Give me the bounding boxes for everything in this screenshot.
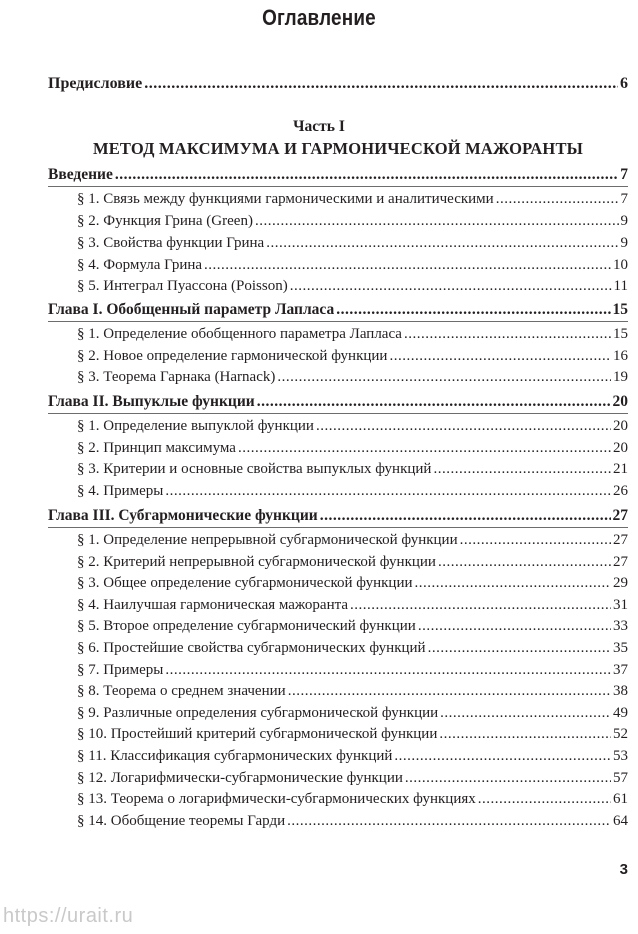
toc-subentry[interactable] — [77, 189, 628, 209]
leader-dots — [336, 300, 610, 320]
toc-subentry[interactable] — [77, 459, 628, 479]
toc-entry-page: 29 — [613, 575, 628, 591]
toc-entry-label: § 9. Различные определения субгармонической функции — [77, 705, 439, 721]
toc-entry-page: 21 — [613, 461, 628, 477]
toc-entry-chapter-1[interactable] — [48, 300, 628, 320]
toc-entry-label: § 5. Второе определение субгармоничеcкий функции — [77, 618, 416, 634]
toc-subentry[interactable] — [77, 346, 628, 366]
toc-entry-page: 49 — [613, 705, 628, 721]
leader-dots — [428, 638, 611, 658]
toc-entry-label: § 2. Функция Грина (Green) — [77, 213, 253, 229]
toc-entry-label: § 2. Критерий непрерывной субгармонической функции — [77, 554, 436, 570]
toc-entry-page: 15 — [612, 301, 628, 318]
leader-dots — [288, 681, 611, 701]
toc-subentry[interactable] — [77, 255, 628, 275]
divider — [48, 527, 628, 528]
part-label: Часть I — [293, 118, 345, 135]
toc-entry-page: 38 — [613, 683, 628, 699]
leader-dots — [439, 724, 611, 744]
leader-dots — [277, 367, 611, 387]
leader-dots — [418, 616, 611, 636]
leader-dots — [266, 233, 618, 253]
toc-entry-label: § 14. Обобщение теоремы Гарди — [77, 813, 286, 829]
toc-entry-label: § 4. Примеры — [77, 483, 164, 499]
toc-entry-label: Введение — [48, 166, 113, 183]
toc-entry-page: 20 — [613, 440, 628, 456]
toc-entry-label: § 4. Наилучшая гармоническая мажоранта — [77, 597, 349, 613]
toc-entry-page: 27 — [612, 507, 628, 524]
toc-entry-label: § 1. Определение выпуклой функции — [77, 418, 314, 434]
toc-entry-page: 7 — [620, 191, 628, 207]
toc-subentry[interactable] — [77, 233, 628, 253]
toc-subentry[interactable] — [77, 746, 628, 766]
toc-entry-page: 61 — [613, 791, 628, 807]
toc-entry-label: Глава II. Выпуклые функции — [48, 393, 255, 410]
leader-dots — [440, 703, 611, 723]
toc-entry-label: § 2. Принцип максимума — [77, 440, 236, 456]
toc-entry-page: 27 — [613, 532, 628, 548]
toc-entry-page: 33 — [613, 618, 628, 634]
toc-subentry[interactable] — [77, 481, 628, 501]
toc-entry-page: 15 — [613, 326, 628, 342]
toc-entry-label: § 4. Формула Грина — [77, 257, 203, 273]
leader-dots — [290, 276, 612, 296]
leader-dots — [389, 346, 611, 366]
toc-entry-page: 20 — [613, 418, 628, 434]
leader-dots — [320, 506, 611, 526]
toc-entry-preface[interactable] — [48, 74, 628, 94]
leader-dots — [257, 392, 611, 412]
divider — [48, 186, 628, 187]
toc-entry-page: 27 — [613, 554, 628, 570]
toc-subentry[interactable] — [77, 660, 628, 680]
page-number: 3 — [619, 861, 628, 878]
toc-subentry[interactable] — [77, 703, 628, 723]
leader-dots — [115, 165, 618, 185]
leader-dots — [165, 481, 611, 501]
toc-subentry[interactable] — [77, 811, 628, 831]
toc-entry-label: § 8. Теорема о среднем значении — [77, 683, 286, 699]
toc-entry-page: 10 — [613, 257, 628, 273]
toc-entry-label: § 6. Простейшие свойства субгармонических функций — [77, 640, 426, 656]
toc-subentry[interactable] — [77, 789, 628, 809]
toc-subentry[interactable] — [77, 681, 628, 701]
toc-entry-label: Глава I. Обобщенный параметр Лапласа — [48, 301, 335, 318]
toc-subentry[interactable] — [77, 416, 628, 436]
toc-entry-page: 6 — [620, 75, 628, 92]
leader-dots — [433, 459, 611, 479]
toc-entry-page: 16 — [613, 348, 628, 364]
toc-entry-label: § 2. Новое определение гармонической функции — [77, 348, 388, 364]
toc-entry-page: 20 — [612, 393, 628, 410]
toc-subentry[interactable] — [77, 367, 628, 387]
leader-dots — [405, 768, 611, 788]
toc-subentry[interactable] — [77, 276, 628, 296]
toc-entry-page: 35 — [613, 640, 628, 656]
leader-dots — [415, 573, 611, 593]
toc-subentry[interactable] — [77, 552, 628, 572]
toc-entry-label: § 1. Определение непрерывной субгармонической функции — [77, 532, 458, 548]
toc-entry-label: § 3. Свойства функции Грина — [77, 235, 265, 251]
toc-entry-page: 11 — [613, 278, 628, 294]
leader-dots — [165, 660, 611, 680]
leader-dots — [394, 746, 611, 766]
toc-entry-page: 53 — [613, 748, 628, 764]
toc-entry-label: § 3. Общее определение субгармонической функции — [77, 575, 413, 591]
toc-subentry[interactable] — [77, 595, 628, 615]
toc-entry-chapter-2[interactable] — [48, 392, 628, 412]
toc-subentry[interactable] — [77, 438, 628, 458]
leader-dots — [238, 438, 611, 458]
leader-dots — [350, 595, 611, 615]
toc-subentry[interactable] — [77, 768, 628, 788]
toc-entry-label: § 5. Интеграл Пуассона (Poisson) — [77, 278, 288, 294]
leader-dots — [204, 255, 611, 275]
leader-dots — [404, 324, 611, 344]
toc-entry-page: 19 — [613, 369, 628, 385]
toc-entry-page: 26 — [613, 483, 628, 499]
toc-subentry[interactable] — [77, 324, 628, 344]
toc-subentry[interactable] — [77, 616, 628, 636]
leader-dots — [478, 789, 611, 809]
leader-dots — [438, 552, 611, 572]
divider — [48, 321, 628, 322]
toc-subentry[interactable] — [77, 638, 628, 658]
leader-dots — [496, 189, 619, 209]
toc-entry-label: § 1. Определение обобщенного параметра Лапласа — [77, 326, 402, 342]
toc-entry-label: Предисловие — [48, 75, 143, 92]
toc-subentry[interactable] — [77, 211, 628, 231]
leader-dots — [460, 530, 611, 550]
leader-dots — [316, 416, 611, 436]
leader-dots — [144, 74, 618, 94]
toc-entry-page: 31 — [613, 597, 628, 613]
part-title: МЕТОД МАКСИМУМА И ГАРМОНИЧЕСКОЙ МАЖОРАНТЫ — [92, 139, 584, 158]
toc-entry-label: § 3. Теорема Гарнака (Harnack) — [77, 369, 276, 385]
toc-entry-page: 64 — [613, 813, 628, 829]
toc-entry-label: § 1. Связь между функциями гармоническими и аналитическими — [77, 191, 494, 207]
toc-entry-label: Глава III. Субгармонические функции — [48, 507, 318, 524]
toc-entry-page: 9 — [620, 213, 628, 229]
toc-subentry[interactable] — [77, 573, 628, 593]
toc-entry-label: § 12. Логарифмически-субгармонические функции — [77, 770, 403, 786]
page-title: Оглавление — [262, 5, 376, 30]
toc-entry-label: § 11. Классификация субгармонических функций — [77, 748, 393, 764]
divider — [48, 413, 628, 414]
toc-subentry[interactable] — [77, 530, 628, 550]
toc-entry-label: § 10. Простейший критерий субгармонической функции — [77, 726, 438, 742]
toc-entry-page: 57 — [613, 770, 628, 786]
toc-entry-page: 52 — [613, 726, 628, 742]
leader-dots — [287, 811, 611, 831]
toc-entry-label: § 13. Теорема о логарифмически-субгармонических функциях — [77, 791, 476, 807]
watermark: https://urait.ru — [3, 905, 134, 927]
toc-entry-page: 7 — [620, 166, 628, 183]
toc-entry-page: 9 — [620, 235, 628, 251]
toc-entry-label: § 7. Примеры — [77, 662, 164, 678]
toc-entry-chapter-3[interactable] — [48, 506, 628, 526]
toc-subentry[interactable] — [77, 724, 628, 744]
toc-entry-intro[interactable] — [48, 165, 628, 185]
toc-entry-page: 37 — [613, 662, 628, 678]
leader-dots — [255, 211, 619, 231]
toc-entry-label: § 3. Критерии и основные свойства выпуклых функций — [77, 461, 432, 477]
